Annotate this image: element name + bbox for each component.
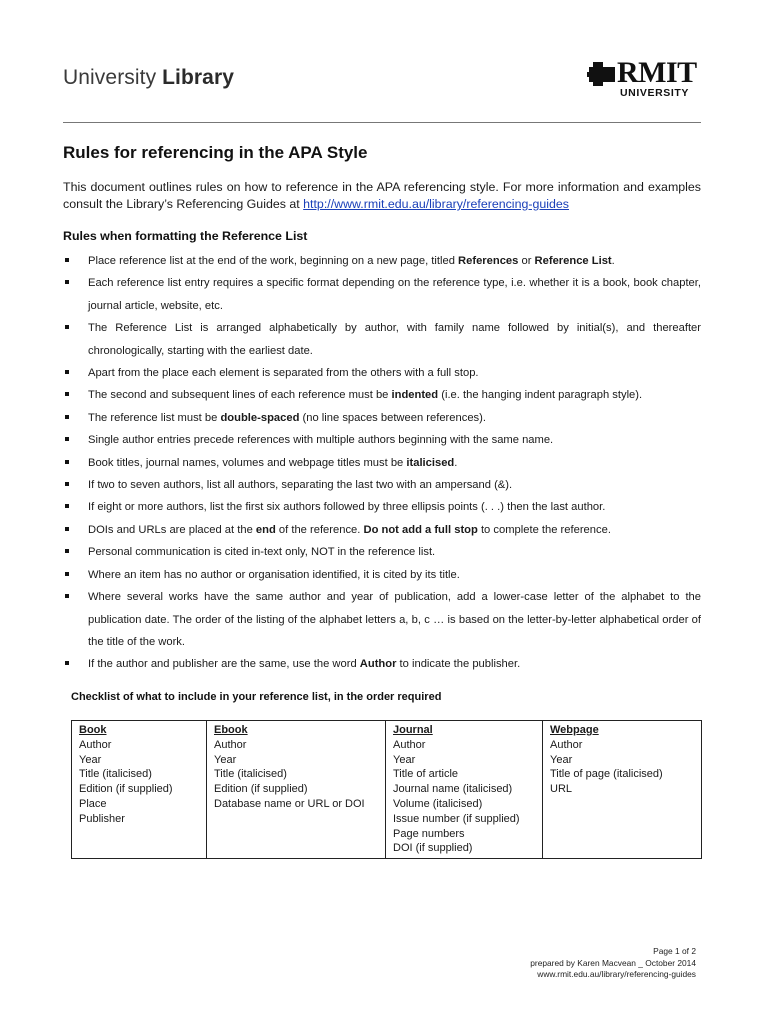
list-item [63,362,701,384]
rule-text: to complete the reference. [477,523,611,536]
column-header: Book [79,724,107,736]
rule-text: to indicate the publisher. [396,658,521,671]
checklist-item: Year [550,753,573,766]
bullet-icon [65,572,69,576]
bullet-icon [65,504,69,508]
checklist-table [71,720,702,859]
rule-text: or [518,255,535,267]
bullet-icon [65,482,69,486]
checklist-heading: Checklist of what to include in your reference list, in the order required [71,691,442,703]
rule-text: Each reference list entry requires a specific format depending on the reference type, i.e. whether it is a book, book chapter, journal article, website, etc. [88,277,701,312]
checklist-item: Title (italicised) [214,768,287,781]
checklist-item: Place [79,797,107,810]
emphasis-text: end [255,523,276,536]
bullet-icon [65,527,69,531]
rule-text: . [611,255,615,267]
bullet-icon [65,280,69,284]
bullet-icon [65,415,69,419]
list-item [63,317,701,362]
rule-text: . [454,456,458,469]
checklist-item: Author [214,738,247,751]
emphasis-text: References [458,255,519,267]
list-item [63,586,701,653]
rule-text: (i.e. the hanging indent paragraph style). [438,389,643,402]
rule-text: Single author entries precede references with multiple authors beginning with the same name. [88,434,554,447]
checklist-item: Volume (italicised) [393,797,483,810]
rule-text: Personal communication is cited in-text only, NOT in the reference list. [88,546,436,559]
checklist-item: Year [393,753,416,766]
checklist-item: Author [393,738,426,751]
logo-text: RMIT [617,56,697,89]
checklist-item: Edition (if supplied) [214,783,308,796]
rule-text: Where an item has no author or organisation identified, it is cited by its title. [88,568,460,581]
emphasis-text: double-spaced [220,411,300,424]
header-title-prefix: University [63,66,157,89]
list-item [63,407,701,429]
list-item [63,541,701,563]
bullet-icon [65,392,69,396]
bullet-icon [65,258,69,262]
list-item [63,250,701,272]
checklist-column-book [72,721,207,859]
checklist-item: Page numbers [393,827,465,840]
page-footer [530,946,696,981]
header-title [63,66,234,90]
rule-text: of the reference. [275,523,364,536]
prepared-by: prepared by Karen Macvean _ October 2014 [530,957,696,968]
column-header: Journal [393,724,433,736]
logo-subtext: UNIVERSITY [620,87,690,99]
page-number: Page 1 of 2 [653,946,696,956]
emphasis-text: italicised [406,456,455,469]
rule-text: Book titles, journal names, volumes and webpage titles must be [88,456,407,469]
bullet-icon [65,370,69,374]
list-item [63,474,701,496]
intro-paragraph [63,179,701,213]
document-title: Rules for referencing in the APA Style [63,143,368,162]
rule-text: Apart from the place each element is separated from the others with a full stop. [88,367,479,380]
rules-list [63,250,701,676]
list-item [63,429,701,451]
footer-url: www.rmit.edu.au/library/referencing-guides [537,969,696,979]
bullet-icon [65,460,69,464]
list-item [63,519,701,541]
checklist-item: Publisher [79,812,125,825]
checklist-item: Title of article [393,768,459,781]
rule-text: Where several works have the same author and year of publication, add a lower-case letter of the alphabet to the publication date. The order of the listing of the alphabet letters a, b, c … is based on the letter-by-letter alphabetical order of the title of the work. [88,591,701,648]
rule-text: DOIs and URLs are placed at the [88,523,256,536]
checklist-item: Journal name (italicised) [393,783,513,796]
rmit-pixel-icon [587,62,615,86]
list-item [63,564,701,586]
checklist-item: URL [550,783,573,796]
column-header: Ebook [214,724,248,736]
intro-text: This document outlines rules on how to reference in the APA referencing style. For more information and examples consult the Library’s Referencing Guides at [63,180,701,211]
rule-text: The Reference List is arranged alphabetically by author, with family name followed by initial(s), and thereafter chronologically, starting with the earliest date. [88,322,701,357]
rule-text: The reference list must be [88,411,221,424]
checklist-item: Author [550,738,583,751]
emphasis-text: Reference List [534,255,612,267]
bullet-icon [65,437,69,441]
emphasis-text: Do not add a full stop [363,523,478,536]
rule-text: (no line spaces between references). [299,411,486,424]
checklist-item: Issue number (if supplied) [393,812,520,825]
list-item [63,272,701,317]
checklist-item: Author [79,738,112,751]
bullet-icon [65,549,69,553]
bullet-icon [65,661,69,665]
rule-text: Place reference list at the end of the work, beginning on a new page, titled [88,255,459,267]
rule-text: The second and subsequent lines of each reference must be [88,389,392,402]
rule-text: If eight or more authors, list the first six authors followed by three ellipsis points (. . .) then the last author. [88,501,606,514]
bullet-icon [65,594,69,598]
rule-text: If the author and publisher are the same, use the word [88,658,360,671]
checklist-item: Year [79,753,102,766]
list-item [63,653,701,675]
checklist-item: Title (italicised) [79,768,152,781]
rule-text: If two to seven authors, list all authors, separating the last two with an ampersand (&). [88,479,513,492]
checklist-column-webpage [543,721,702,859]
checklist-item: Year [214,753,237,766]
bullet-icon [65,325,69,329]
header-title-bold: Library [162,66,235,89]
column-header: Webpage [550,724,599,736]
checklist-column-ebook [207,721,386,859]
list-item [63,384,701,406]
checklist-item: Database name or URL or DOI [214,797,365,810]
list-item [63,496,701,518]
rmit-logo [587,58,702,102]
referencing-guides-link[interactable]: http://www.rmit.edu.au/library/referencing-guides [303,197,569,211]
rules-heading: Rules when formatting the Reference List [63,229,308,243]
checklist-item: Title of page (italicised) [550,768,663,781]
header-divider [63,122,701,123]
checklist-item: DOI (if supplied) [393,842,473,855]
emphasis-text: Author [359,658,397,671]
emphasis-text: indented [391,389,439,402]
checklist-column-journal [386,721,543,859]
checklist-item: Edition (if supplied) [79,783,173,796]
list-item [63,452,701,474]
table-row [72,721,702,859]
